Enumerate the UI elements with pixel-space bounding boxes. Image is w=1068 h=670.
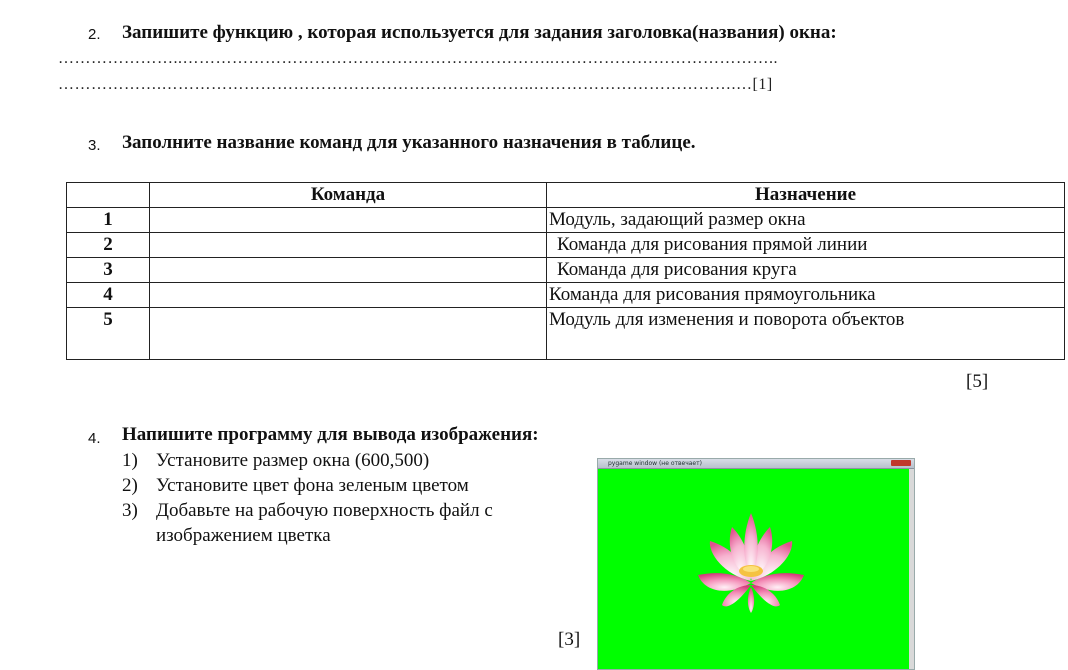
- row-number: 2: [67, 233, 150, 258]
- q2-answer-line-1: …………………..…………………………………………………………..…………………………………..: [58, 50, 778, 67]
- row-number: 3: [67, 258, 150, 283]
- table-row: [67, 233, 1065, 258]
- command-cell[interactable]: [150, 208, 547, 233]
- purpose-cell: Команда для рисования прямой линии: [547, 233, 1065, 258]
- list-item-text: Добавьте на рабочую поверхность файл с: [156, 500, 493, 521]
- q3-mark: [5]: [966, 371, 989, 392]
- q4-task-list: [122, 448, 572, 548]
- q3-text: Заполните название команд для указанного назначения в таблице.: [122, 132, 696, 153]
- command-cell[interactable]: [150, 283, 547, 308]
- table-row: [67, 308, 1065, 360]
- table-header-row: [67, 183, 1065, 208]
- list-item: [122, 498, 572, 523]
- list-item-text: Установите цвет фона зеленым цветом: [156, 475, 469, 496]
- list-item-text: изображением цветка: [156, 525, 331, 546]
- command-cell[interactable]: [150, 233, 547, 258]
- row-number: 4: [67, 283, 150, 308]
- q2-number: 2.: [88, 26, 101, 43]
- list-item: [122, 473, 572, 498]
- list-item-number: 3): [122, 500, 138, 521]
- purpose-cell: Команда для рисования прямоугольника: [547, 283, 1065, 308]
- purpose-cell: Модуль для изменения и поворота объектов: [547, 308, 1065, 360]
- q3-number: 3.: [88, 137, 101, 154]
- window-title: pygame window (не отвечает): [608, 460, 702, 467]
- q2-text: Запишите функцию , которая используется для задания заголовка(названия) окна:: [122, 22, 837, 43]
- command-cell[interactable]: [150, 258, 547, 283]
- q4-number: 4.: [88, 430, 101, 447]
- purpose-cell: Команда для рисования круга: [547, 258, 1065, 283]
- table-row: [67, 258, 1065, 283]
- window-scrollbar: [909, 469, 914, 669]
- list-item-number: 2): [122, 475, 138, 496]
- purpose-cell: Модуль, задающий размер окна: [547, 208, 1065, 233]
- row-number: 1: [67, 208, 150, 233]
- header-purpose: Назначение: [547, 183, 1065, 208]
- q2-answer-line-2: ……………….…………………………………………………………..……………………………….…[1]: [58, 76, 773, 93]
- command-cell[interactable]: [150, 308, 547, 360]
- lotus-flower-icon: [696, 505, 806, 615]
- list-item-continuation: [122, 523, 572, 548]
- window-close-icon: [891, 460, 911, 466]
- example-output-window: [597, 458, 915, 670]
- list-item-text: Установите размер окна (600,500): [156, 450, 430, 471]
- header-number: [67, 183, 150, 208]
- commands-table: [66, 182, 1065, 360]
- window-titlebar: [598, 459, 914, 469]
- table-row: [67, 283, 1065, 308]
- list-item: [122, 448, 572, 473]
- q4-mark: [3]: [558, 629, 581, 650]
- table-row: [67, 208, 1065, 233]
- header-command: Команда: [150, 183, 547, 208]
- list-item-number: 1): [122, 450, 138, 471]
- row-number: 5: [67, 308, 150, 360]
- q4-text: Напишите программу для вывода изображения:: [122, 424, 539, 445]
